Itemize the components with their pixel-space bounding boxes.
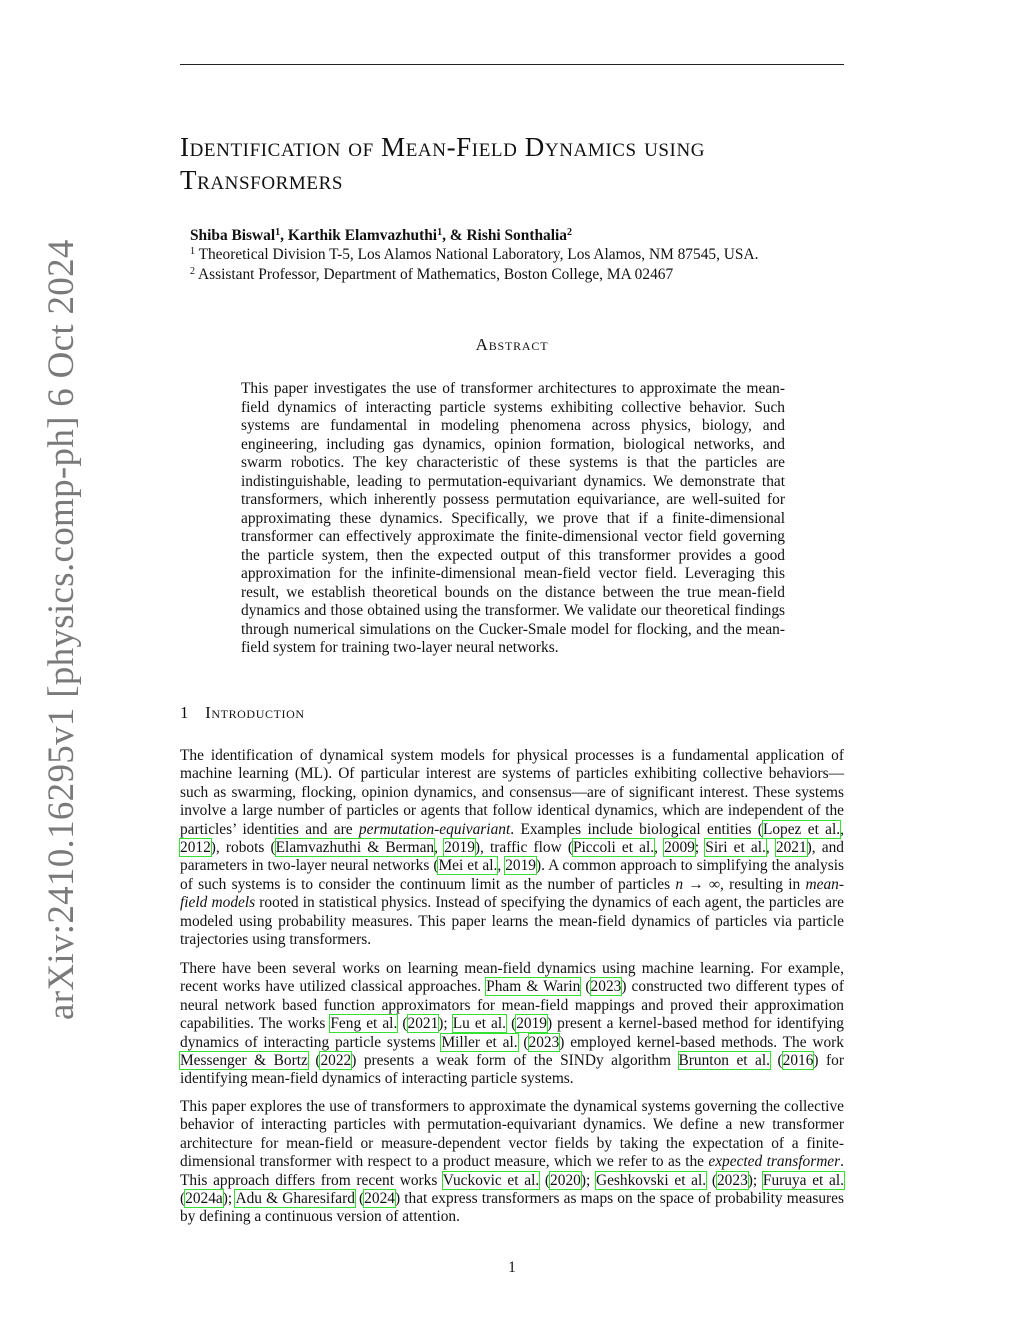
affiliation-mark: 2 bbox=[566, 227, 572, 238]
citation-year-link[interactable]: 2024 bbox=[364, 1190, 395, 1208]
affiliation-text: Assistant Professor, Department of Mathematics, Boston College, MA 02467 bbox=[198, 266, 674, 283]
text: ), traffic flow ( bbox=[474, 839, 573, 857]
text: ) bbox=[394, 1190, 401, 1208]
affiliation-mark: 1 bbox=[437, 227, 443, 238]
text: ( bbox=[180, 1190, 186, 1208]
citation-year-link[interactable]: 2023 bbox=[528, 1033, 560, 1051]
text: constructed two different types of neural network based function approximators for mean-field mappings and proved their approximation capabilities. The works bbox=[180, 978, 844, 1033]
text: employed kernel-based methods. The work bbox=[564, 1033, 844, 1051]
citation-year-link[interactable]: 2019 bbox=[444, 839, 475, 857]
citation-link[interactable]: Siri et al. bbox=[705, 839, 766, 857]
text: ) bbox=[747, 1171, 753, 1189]
text: . Examples include biological entities ( bbox=[510, 820, 763, 838]
text: ) bbox=[351, 1052, 357, 1070]
author-separator: , bbox=[280, 227, 288, 244]
text: ( bbox=[307, 1052, 321, 1070]
citation-year-link[interactable]: 2012 bbox=[180, 839, 211, 857]
citation-link[interactable]: Piccoli et al. bbox=[572, 839, 655, 857]
section-title: Introduction bbox=[205, 703, 305, 722]
text: ; bbox=[443, 1015, 453, 1033]
affiliation-2 bbox=[190, 266, 673, 284]
intro-paragraph-3 bbox=[180, 1098, 844, 1227]
emphasis: mean-field models bbox=[180, 875, 844, 912]
text: ( bbox=[706, 1171, 717, 1189]
citation-link[interactable]: Mei et al. bbox=[438, 857, 498, 875]
citation-link[interactable]: Furuya et al. bbox=[762, 1171, 844, 1189]
text: ( bbox=[506, 1015, 517, 1033]
text: ). A common approach to simplifying the analysis of such systems is to consider the continuum limit as the number of particles bbox=[180, 857, 844, 893]
citation-link[interactable]: Geshkovski et al. bbox=[595, 1171, 707, 1189]
text: ; bbox=[227, 1190, 236, 1208]
author-separator: , & bbox=[442, 227, 467, 244]
citation-year-link[interactable]: 2016 bbox=[782, 1052, 814, 1070]
text: ) bbox=[559, 1033, 565, 1051]
text: , bbox=[497, 857, 506, 875]
citation-year-link[interactable]: 2019 bbox=[505, 857, 536, 875]
citation-link[interactable]: Lu et al. bbox=[452, 1015, 507, 1033]
text: ) bbox=[621, 978, 627, 996]
abstract-heading: Abstract bbox=[475, 335, 549, 354]
citation-link[interactable]: Adu & Gharesifard bbox=[235, 1190, 355, 1208]
author-name: Rishi Sonthalia bbox=[466, 227, 567, 244]
text: for identifying mean-field dynamics of interacting particle systems. bbox=[180, 1052, 844, 1088]
citation-year-link[interactable]: 2021 bbox=[775, 839, 807, 857]
text: ( bbox=[580, 978, 591, 996]
citation-year-link[interactable]: 2023 bbox=[590, 978, 622, 996]
citation-year-link[interactable]: 2009 bbox=[664, 839, 695, 857]
author-list bbox=[190, 227, 572, 245]
text: ), robots ( bbox=[210, 839, 276, 857]
emphasis: permutation-equivariant bbox=[358, 820, 511, 838]
page-number: 1 bbox=[508, 1259, 516, 1276]
text: that express transformers as maps on the space of probability measures by defining a continuous version of attention. bbox=[180, 1190, 844, 1226]
text: ; bbox=[585, 1171, 596, 1189]
citation-year-link[interactable]: 2020 bbox=[550, 1171, 581, 1189]
arxiv-watermark: arXiv:2410.16295v1 [physics.comp-ph] 6 Oct 2024 bbox=[41, 239, 82, 1020]
citation-year-link[interactable]: 2021 bbox=[407, 1015, 439, 1033]
text: , bbox=[765, 839, 776, 857]
intro-paragraph-2 bbox=[180, 960, 844, 1089]
text: ) bbox=[580, 1171, 586, 1189]
citation-link[interactable]: Feng et al. bbox=[330, 1015, 398, 1033]
citation-year-link[interactable]: 2022 bbox=[320, 1052, 352, 1070]
affiliation-mark: 1 bbox=[275, 227, 281, 238]
author-name: Karthik Elamvazhuthi bbox=[287, 227, 438, 244]
text: , resulting in bbox=[719, 875, 806, 893]
text: There have been several works on learning mean-field dynamics using machine learning. For example, recent works have utilized classical approaches. bbox=[180, 960, 844, 996]
text: ) bbox=[546, 1015, 553, 1033]
text: This paper explores the use of transformers to approximate the dynamical systems governing the collective behavior of interacting particles with permutation-equivariant dynamics. We define a new transformer architecture for mean-field or measure-dependent vector fields by taking the expectation of a finite-dimensional transformer with respect to a product measure, which we refer to as the bbox=[180, 1098, 844, 1171]
text: ( bbox=[539, 1171, 551, 1189]
text: present a kernel-based method for identifying dynamics of interacting particle systems bbox=[180, 1015, 844, 1051]
text: ; bbox=[694, 839, 706, 857]
text: ( bbox=[354, 1190, 365, 1208]
text: presents a weak form of the SINDy algorithm bbox=[356, 1052, 679, 1070]
affiliation-text: Theoretical Division T-5, Los Alamos National Laboratory, Los Alamos, NM 87545, USA. bbox=[198, 246, 759, 263]
text: ), and parameters in two-layer neural networks ( bbox=[180, 839, 844, 875]
text: ; bbox=[752, 1171, 763, 1189]
text: , bbox=[434, 839, 445, 857]
affiliation-mark: 2 bbox=[190, 266, 195, 277]
citation-link[interactable]: Vuckovic et al. bbox=[442, 1171, 540, 1189]
text: ) bbox=[813, 1052, 819, 1070]
text: The identification of dynamical system models for physical processes is a fundamental application of machine learning (ML). Of particular interest are systems of particles exhibiting collective behaviors—such as swarming, flocking, opinion dynamics, and consensus—are of significant interest. These systems involve a large number of particles or agents that follow identical dynamics, which are independent of the particles’ identities and are bbox=[180, 747, 844, 838]
text: . This approach differs from recent works bbox=[180, 1153, 844, 1189]
header-rule bbox=[180, 64, 844, 65]
citation-link[interactable]: Elamvazhuthi & Berman bbox=[275, 839, 435, 857]
citation-link[interactable]: Brunton et al. bbox=[678, 1052, 771, 1070]
affiliation-mark: 1 bbox=[190, 246, 195, 257]
section-number: 1 bbox=[180, 703, 190, 722]
citation-year-link[interactable]: 2023 bbox=[716, 1171, 748, 1189]
abstract-body: This paper investigates the use of transformer architectures to approximate the mean-field dynamics of interacting particle systems exhibiting collective behavior. Such systems are fundamental in modeling phenomena across physics, biology, and engineering, including gas dynamics, opinion formation, biological networks, and swarm robotics. The key characteristic of these systems is that the particles are indistinguishable, leading to permutation-equivariant dynamics. We demonstrate that transformers, which inherently possess permutation equivariance, are well-suited for approximating these dynamics. Specifically, we prove that if a finite-dimensional transformer can effectively approximate the finite-dimensional vector field governing the particle system, then the expected output of this transformer provides a good approximation for the infinite-dimensional mean-field vector field. Leveraging this result, we establish theoretical bounds on the distance between the true mean-field dynamics and those obtained using the transformer. We validate our theoretical findings through numerical simulations on the Cucker-Smale model for flocking, and the mean-field system for training two-layer neural networks. bbox=[241, 380, 785, 656]
text: , bbox=[654, 839, 665, 857]
text: ( bbox=[397, 1015, 408, 1033]
paper-title: Identification of Mean-Field Dynamics using Transformers bbox=[180, 132, 706, 195]
text: ) bbox=[222, 1190, 228, 1208]
citation-link[interactable]: Miller et al. bbox=[441, 1033, 518, 1051]
text: rooted in statistical physics. Instead of specifying the dynamics of each agent, the particles are modeled using probability measures. This paper learns the mean-field dynamics of particles via particle trajectories using transformers. bbox=[180, 894, 844, 949]
citation-year-link[interactable]: 2024a bbox=[185, 1190, 223, 1208]
text: ( bbox=[770, 1052, 783, 1070]
author-name: Shiba Biswal bbox=[190, 227, 276, 244]
text: ) bbox=[438, 1015, 444, 1033]
citation-link[interactable]: Lopez et al. bbox=[762, 820, 841, 838]
intro-paragraph-1 bbox=[180, 747, 844, 949]
emphasis: expected transformer bbox=[708, 1153, 841, 1171]
text: ( bbox=[517, 1033, 529, 1051]
text: , bbox=[840, 820, 844, 838]
section-heading bbox=[180, 703, 305, 723]
citation-year-link[interactable]: 2019 bbox=[516, 1015, 547, 1033]
math-expression: n → ∞ bbox=[675, 875, 720, 893]
affiliation-1 bbox=[190, 246, 758, 264]
citation-link[interactable]: Pham & Warin bbox=[486, 978, 581, 996]
citation-link[interactable]: Messenger & Bortz bbox=[180, 1052, 308, 1070]
